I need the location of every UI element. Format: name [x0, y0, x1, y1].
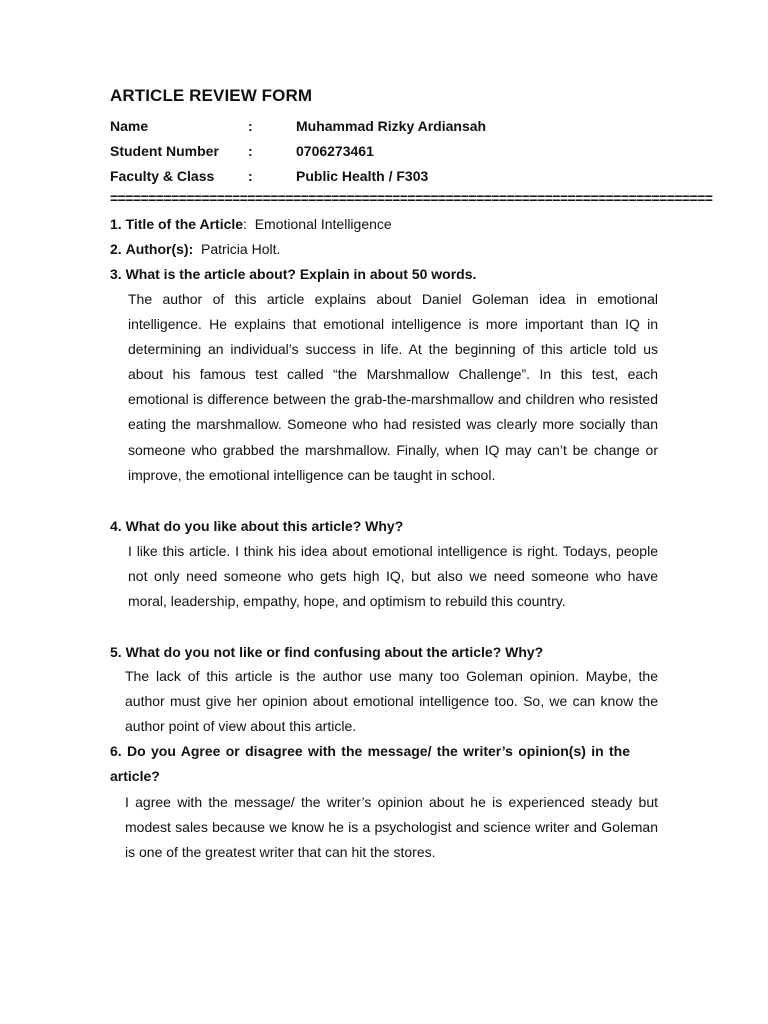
question-2	[110, 241, 280, 257]
question-5	[110, 644, 543, 660]
question-number: 6.	[110, 743, 122, 759]
field-colon: :	[248, 143, 253, 159]
field-value: Public Health / F303	[296, 168, 429, 184]
question-label: Author(s):	[125, 241, 194, 257]
question-label: What do you not like or find confusing about the article? Why?	[125, 644, 544, 660]
answer-text: Patricia Holt.	[201, 241, 281, 257]
question-suffix: :	[243, 216, 247, 232]
question-label: What is the article about? Explain in about 50 words.	[125, 266, 477, 282]
question-6	[110, 739, 630, 789]
field-value: Muhammad Rizky Ardiansah	[296, 118, 487, 134]
question-number: 4.	[110, 518, 122, 534]
question-number: 3.	[110, 266, 122, 282]
question-label: Title of the Article	[125, 216, 244, 232]
field-colon: :	[248, 168, 253, 184]
answer-3: The author of this article explains about Daniel Goleman idea in emotional intelligence. He explains that emotional intelligence is more important than IQ in determining an individual’s success in life. At the beginning of this article told us about his famous test called “the Marshmallow Challenge”. In this test, each emotional is difference between the grab-the-marshmallow and children who resisted eating the marshmallow. Someone who had resisted was clearly more socially than someone who grabbed the marshmallow. Finally, when IQ may can’t be change or improve, the emotional intelligence can be taught in school.	[128, 291, 658, 483]
separator-line: ===============================================================================	[110, 190, 713, 206]
question-3	[110, 266, 476, 282]
field-label: Name	[110, 118, 149, 134]
question-1	[110, 216, 392, 232]
form-title: ARTICLE REVIEW FORM	[110, 86, 313, 105]
field-label: Student Number	[110, 143, 219, 159]
answer-4: I like this article. I think his idea about emotional intelligence is right. Todays, people not only need someone who gets high IQ, but also we need someone who have moral, leadership, empathy, hope, and optimism to rebuild this country.	[128, 543, 658, 610]
question-number: 5.	[110, 644, 122, 660]
question-label: Do you Agree or disagree with the message/ the writer’s opinion(s) in the article?	[110, 743, 631, 784]
question-number: 1.	[110, 216, 122, 232]
question-number: 2.	[110, 241, 122, 257]
question-4	[110, 518, 403, 534]
field-value: 0706273461	[296, 143, 374, 159]
field-label: Faculty & Class	[110, 168, 215, 184]
answer-text: Emotional Intelligence	[254, 216, 392, 232]
answer-6: I agree with the message/ the writer’s opinion about he is experienced steady but modest sales because we know he is a psychologist and science writer and Goleman is one of the greatest writer that can hit the stores.	[125, 794, 658, 861]
answer-5: The lack of this article is the author use many too Goleman opinion. Maybe, the author must give her opinion about emotional intelligence too. So, we can know the author point of view about this article.	[125, 668, 658, 735]
field-colon: :	[248, 118, 253, 134]
question-label: What do you like about this article? Why?	[125, 518, 404, 534]
